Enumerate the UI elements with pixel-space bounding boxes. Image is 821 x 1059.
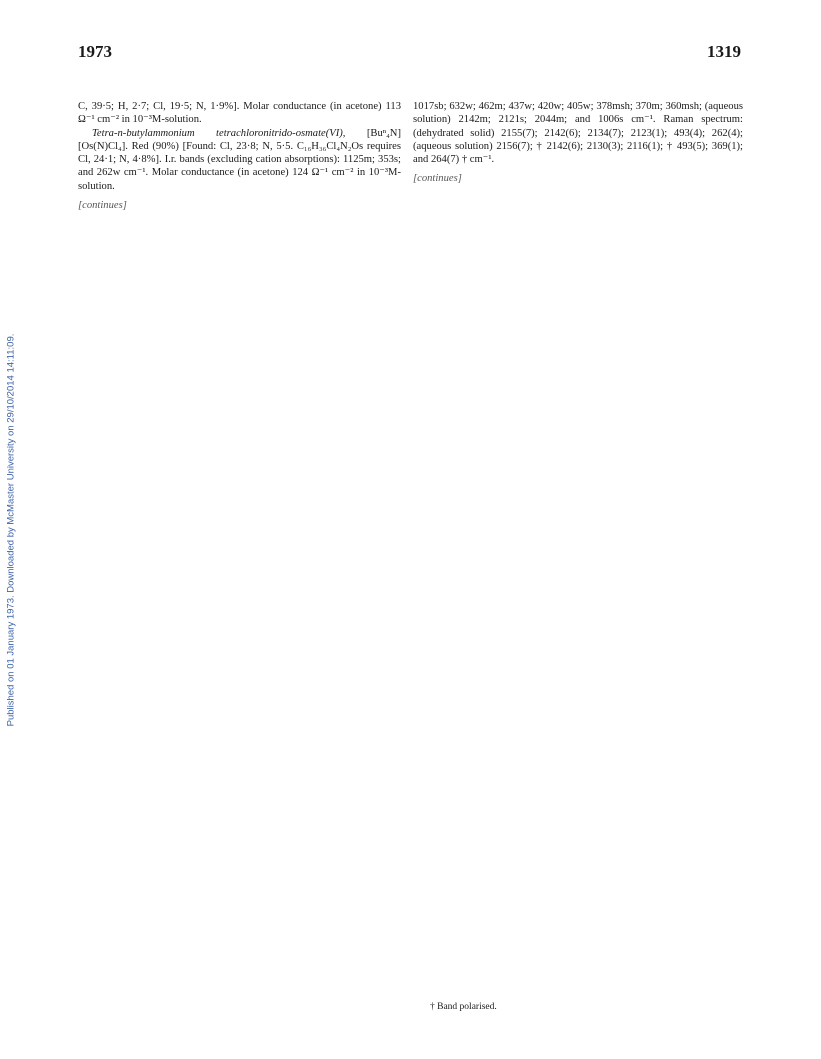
left-paragraph-2: [78, 127, 401, 193]
download-notice: [2, 120, 20, 940]
continuation-note: [continues]: [78, 200, 127, 212]
footnote: † Band polarised.: [430, 1002, 497, 1012]
right-paragraph-1: 1017sb; 632w; 462m; 437w; 420w; 405w; 378msh; 370m; 360msh; (aqueous solution) 2142m; 2121s; 2044m; and 1006s cm⁻¹. Raman spectrum: (dehydrated solid) 2155(7); 2142(6); 2134(7); 2123(1); 493(4); 262(4); (aqueous solution) 2156(7); † 2142(6); 2130(3); 2116(1); † 493(5); 369(1); and 264(7) † cm⁻¹.: [413, 101, 743, 166]
download-notice-text: Published on 01 January 1973. Downloaded by McMaster University on 29/10/2014 14:11:09.: [5, 333, 17, 727]
compound-text: [Buⁿ₄N][Os(N)Cl₄]. Red (90%) [Found: Cl, 23·8; N, 5·5. C₁₆H₃₆Cl₄N₂Os requires Cl, 24·1; N, 4·8%]. I.r. bands (excluding cation absorptions): 1125m; 353s; and 262w cm⁻¹. Molar conductance (in acetone) 124 Ω⁻¹ cm⁻² in 10⁻³M-solution.: [78, 127, 401, 192]
continuation-note: [continues]: [413, 173, 462, 185]
right-column: [413, 100, 743, 186]
compound-title: Tetra-n-butylammonium tetrachloronitrido-osmate(VI),: [92, 127, 346, 139]
left-paragraph-1: C, 39·5; H, 2·7; Cl, 19·5; N, 1·9%]. Molar conductance (in acetone) 113 Ω⁻¹ cm⁻² in 10⁻³M-solution.: [78, 101, 401, 126]
page-number: 1319: [707, 42, 741, 61]
left-column: [78, 100, 401, 212]
year-label: 1973: [78, 42, 112, 61]
